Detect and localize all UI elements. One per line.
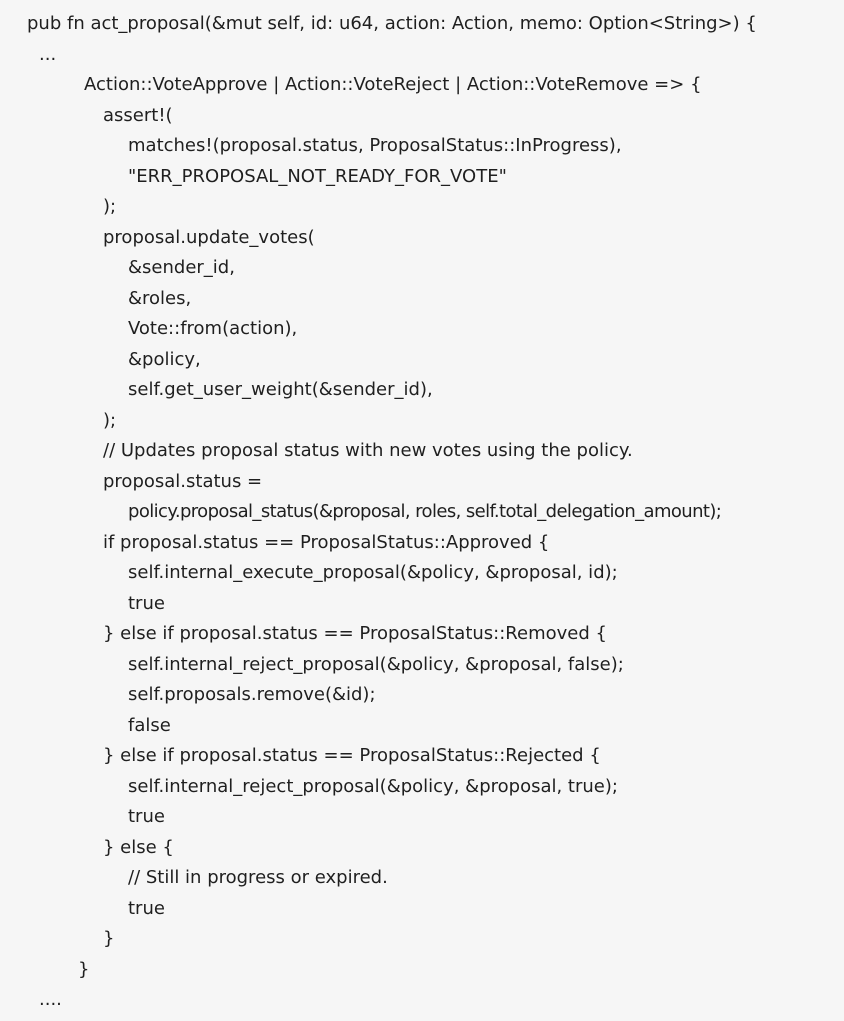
code-line: proposal.update_votes( <box>103 226 315 248</box>
code-line: ); <box>103 409 117 431</box>
code-line: } else if proposal.status == ProposalStatus::Removed { <box>103 623 607 644</box>
code-line: self.internal_reject_proposal(&policy, &proposal, true); <box>128 775 618 797</box>
code-line: true <box>128 897 165 919</box>
code-line: assert!( <box>103 104 173 126</box>
code-line: &sender_id, <box>128 257 235 278</box>
code-line: Vote::from(action), <box>128 318 298 339</box>
code-line: &policy, <box>128 348 201 370</box>
code-line: self.internal_execute_proposal(&policy, &proposal, id); <box>128 562 618 583</box>
code-line: true <box>128 806 165 827</box>
code-comment-line: // Updates proposal status with new votes using the policy. <box>103 440 633 461</box>
code-line: Action::VoteApprove | Action::VoteReject | Action::VoteRemove => { <box>84 74 702 95</box>
code-line: true <box>128 592 165 614</box>
code-line: proposal.status = <box>103 470 263 492</box>
code-line: policy.proposal_status(&proposal, roles, self.total_delegation_amount); <box>128 501 722 522</box>
code-line: ); <box>103 196 117 217</box>
code-line: .... <box>39 989 62 1010</box>
code-line: matches!(proposal.status, ProposalStatus::InProgress), <box>128 135 622 156</box>
code-comment-line: // Still in progress or expired. <box>128 867 388 888</box>
code-line: "ERR_PROPOSAL_NOT_READY_FOR_VOTE" <box>128 165 507 187</box>
code-line: self.get_user_weight(&sender_id), <box>128 379 433 400</box>
code-line: self.proposals.remove(&id); <box>128 684 376 705</box>
code-line: self.internal_reject_proposal(&policy, &proposal, false); <box>128 653 624 675</box>
code-line: } else if proposal.status == ProposalStatus::Rejected { <box>103 745 601 766</box>
code-line: false <box>128 714 171 736</box>
code-line: &roles, <box>128 287 192 309</box>
code-line: } else { <box>103 836 174 858</box>
code-line: if proposal.status == ProposalStatus::Approved { <box>103 531 550 553</box>
code-line: } <box>78 958 90 980</box>
code-line: ... <box>39 43 57 65</box>
code-line: } <box>103 928 115 949</box>
code-line: pub fn act_proposal(&mut self, id: u64, action: Action, memo: Option<String>) { <box>27 13 757 34</box>
